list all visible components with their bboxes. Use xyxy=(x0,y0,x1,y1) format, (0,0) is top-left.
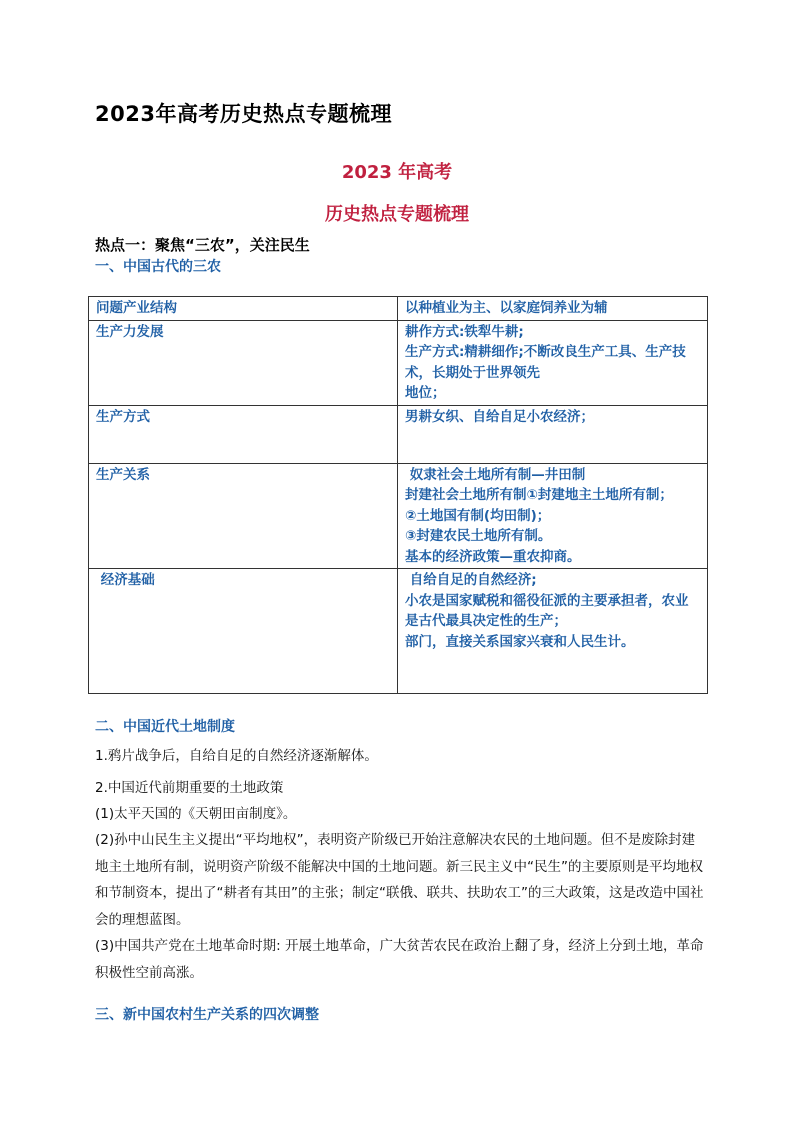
cell-line: 奴隶社会土地所有制—井田制 xyxy=(405,466,586,483)
table-row xyxy=(89,320,708,405)
table-cell-right xyxy=(398,320,708,405)
document-title: 2023年高考历史热点专题梳理 xyxy=(95,102,392,126)
section-heading-1: 一、中国古代的三农 xyxy=(95,259,221,275)
cell-line: 生产方式:精耕细作;不断改良生产工具、生产技术，长期处于世界领先 xyxy=(405,344,686,381)
cell-line: 自给自足的自然经济; xyxy=(405,572,537,588)
table-cell-left: 生产方式 xyxy=(89,405,398,463)
cell-line: ②土地国有制(均田制)； xyxy=(405,507,551,524)
cell-line: 封建社会土地所有制①封建地主土地所有制； xyxy=(405,487,673,503)
table-cell-right xyxy=(398,297,708,321)
table-cell-left: 问题产业结构 xyxy=(89,297,398,321)
table-row xyxy=(89,405,708,463)
cell-line: 以种植业为主、以家庭饲养业为辅 xyxy=(405,300,608,316)
cell-line: ③封建农民土地所有制。 xyxy=(405,528,552,544)
center-title-year: 2023 年高考 xyxy=(341,162,453,183)
center-title-topic: 历史热点专题梳理 xyxy=(325,204,469,225)
table-cell-right xyxy=(398,463,708,569)
table-cell-right xyxy=(398,569,708,694)
table-cell-right xyxy=(398,405,708,463)
paragraph: 1.鸦片战争后，自给自足的自然经济逐渐解体。 xyxy=(95,748,378,764)
table-row xyxy=(89,297,708,321)
table-cell-left: 生产关系 xyxy=(89,463,398,569)
paragraph: (1)太平天国的《天朝田亩制度》。 xyxy=(95,806,297,822)
section-heading-2: 二、中国近代土地制度 xyxy=(95,719,235,735)
table-cell-left: 经济基础 xyxy=(89,569,398,694)
agriculture-table xyxy=(88,296,708,694)
cell-line: 耕作方式:铁犁牛耕; xyxy=(405,323,524,340)
paragraph: 2.中国近代前期重要的土地政策 xyxy=(95,780,284,796)
cell-line: 地位； xyxy=(405,385,446,401)
hotspot-heading: 热点一：聚焦“三农”，关注民生 xyxy=(95,236,310,254)
cell-line: 男耕女织、自给自足小农经济； xyxy=(405,408,594,425)
paragraph: (2)孙中山民生主义提出“平均地权”，表明资产阶级已开始注意解决农民的土地问题。但不是废除封建地主土地所有制，说明资产阶级不能解决中国的土地问题。新三民主义中“民生”的主要原则是平均地权和节制资本，提出了“耕者有其田”的主张；制定“联俄、联共、扶助农工”的三大政策，这是改造中国社会的理想蓝图。 xyxy=(95,832,704,928)
cell-line: 小农是国家赋税和徭役征派的主要承担者，农业是古代最具决定性的生产； xyxy=(405,592,689,629)
cell-line: 部门，直接关系国家兴衰和人民生计。 xyxy=(405,633,635,650)
table-row xyxy=(89,463,708,569)
paragraph: (3)中国共产党在土地革命时期: 开展土地革命，广大贫苦农民在政治上翻了身，经济上分到土地，革命积极性空前高涨。 xyxy=(95,938,704,981)
section-heading-3: 三、新中国农村生产关系的四次调整 xyxy=(95,1007,319,1023)
table-row xyxy=(89,569,708,694)
cell-line: 基本的经济政策—重农抑商。 xyxy=(405,548,581,565)
table-cell-left: 生产力发展 xyxy=(89,320,398,405)
